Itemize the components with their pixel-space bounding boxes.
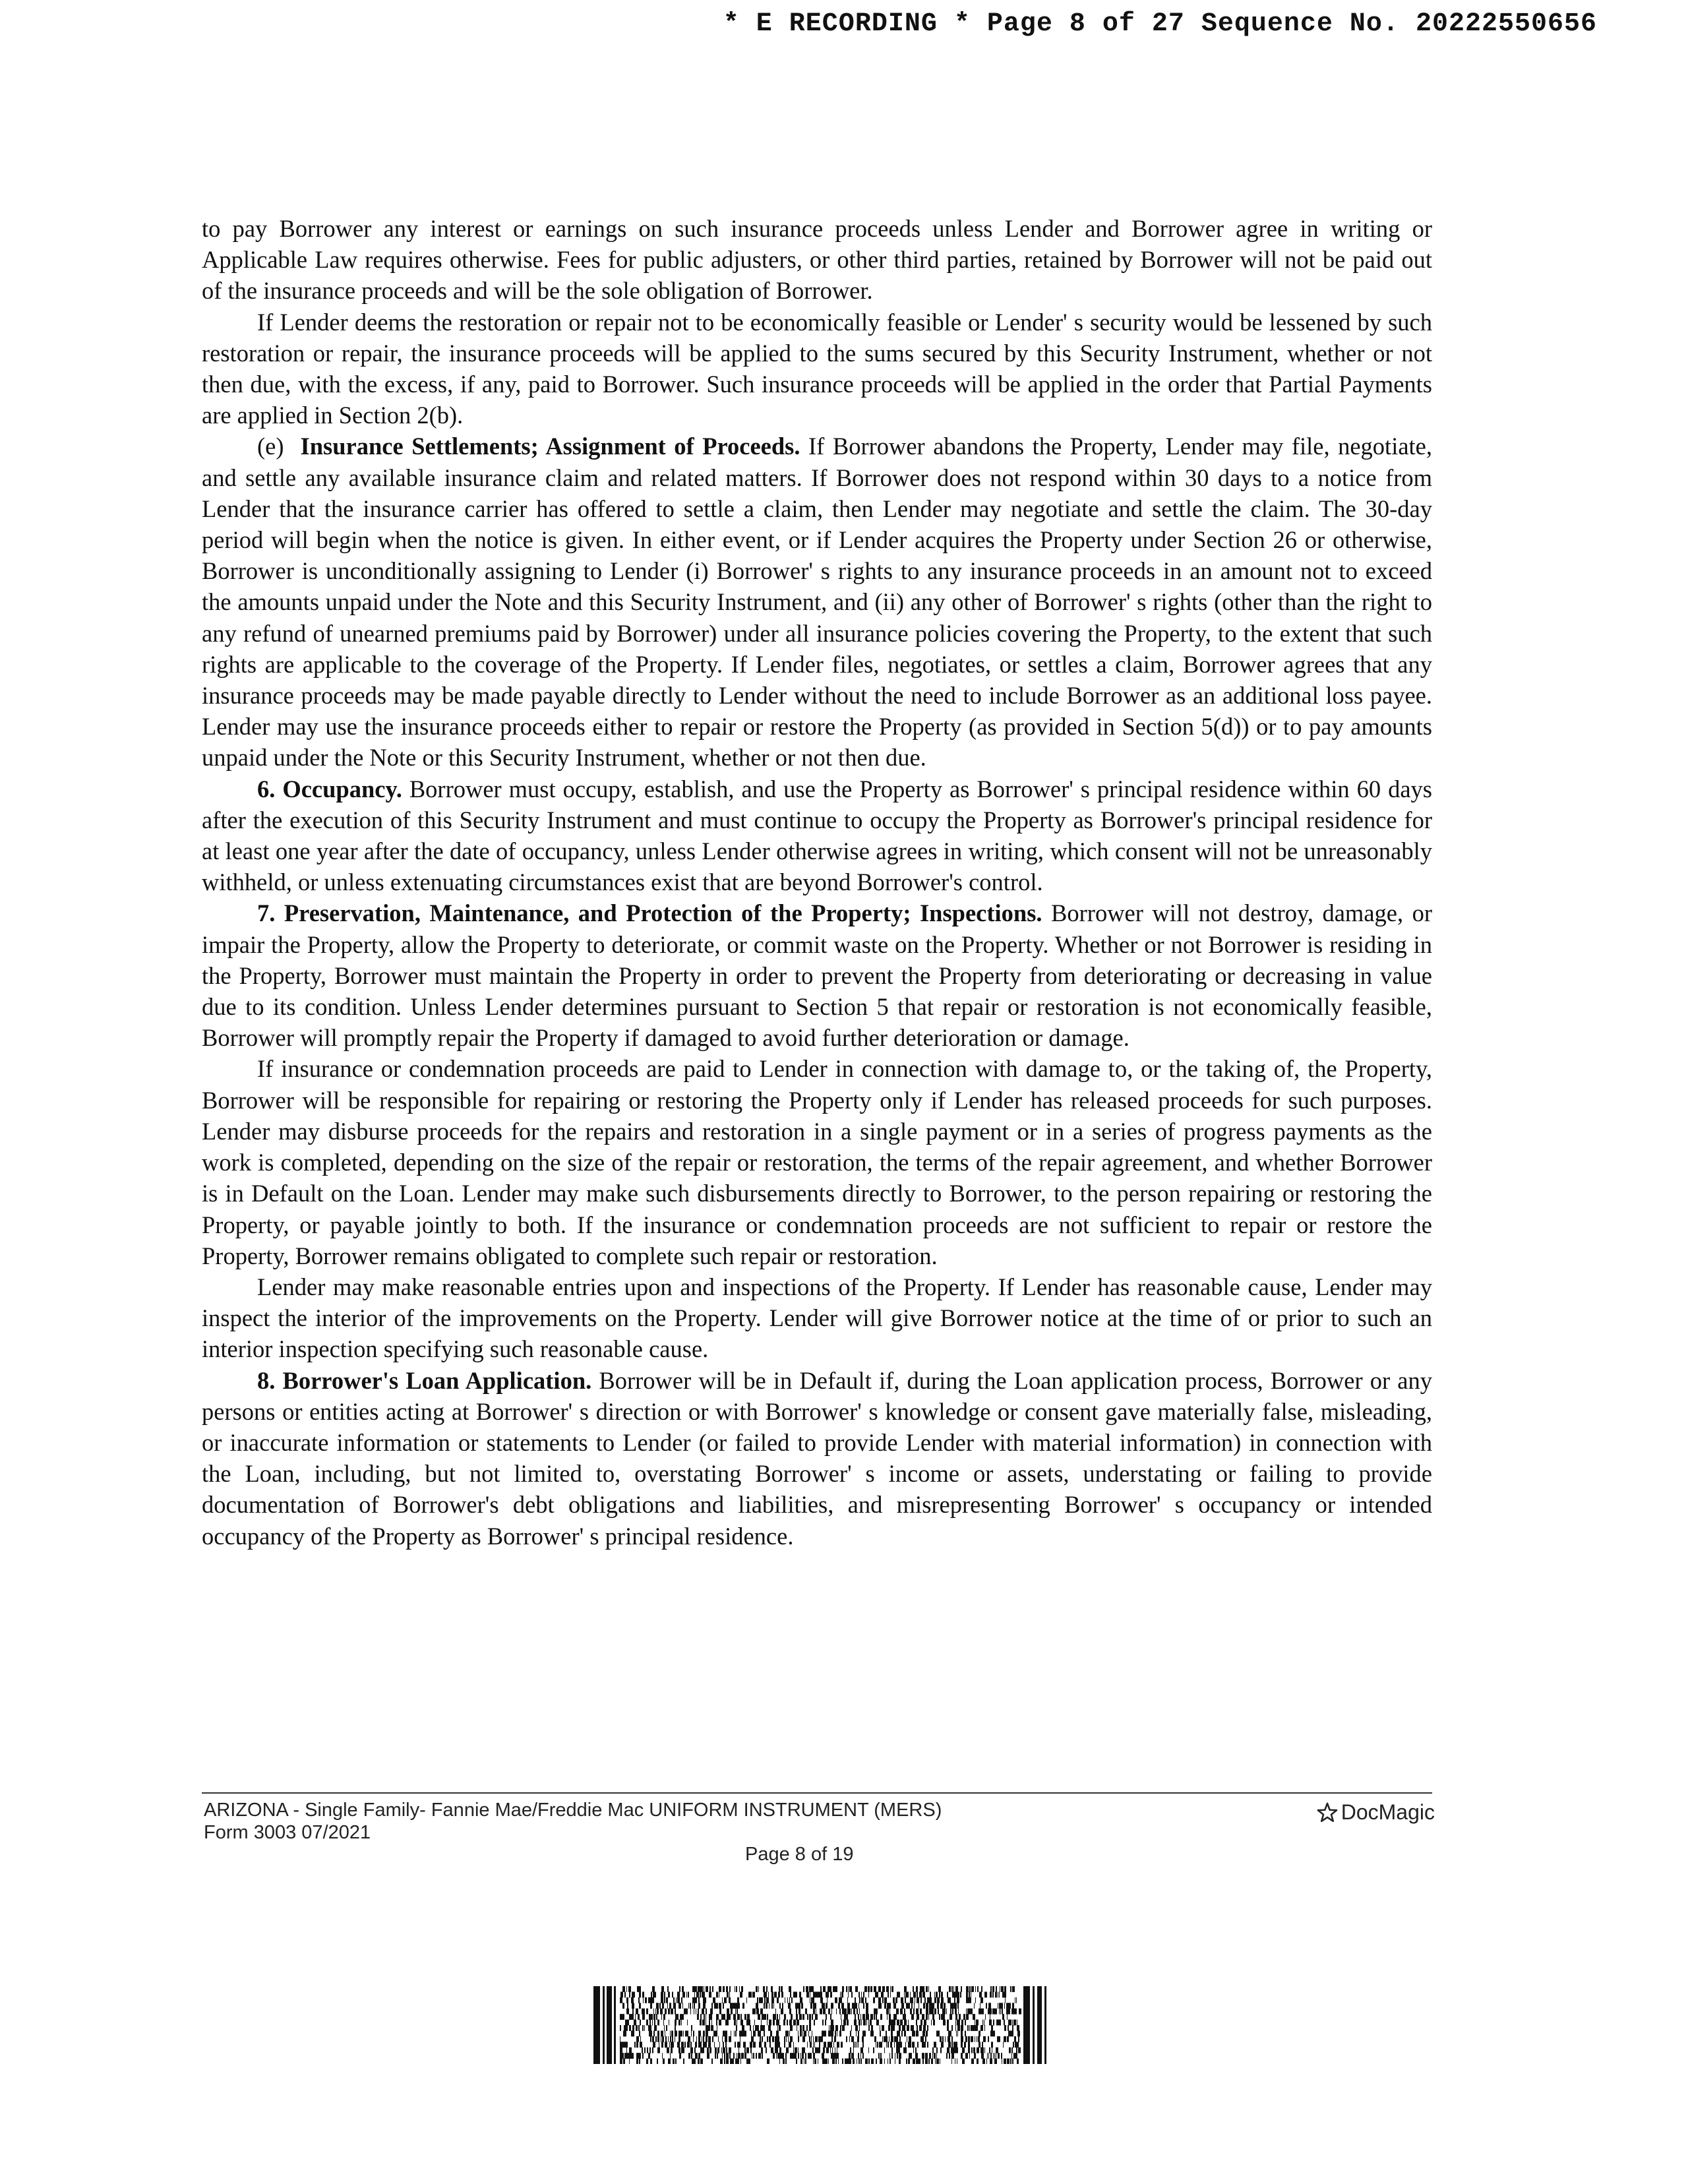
paragraph-preservation (202, 897, 1432, 1053)
section-text-occupancy: Borrower must occupy, establish, and use the Property as Borrower' s principal residence within 60 days after the execution of this Security Instrument and must continue to occupy the Property as Borrower's principal residence for at least one year after the date of occupancy, unless Lender otherwise agrees in writing, which consent will not be unreasonably withheld, or unless extenuating circumstances exist that are beyond Borrower's control. (202, 775, 1432, 896)
section-heading-loan-application: 8. Borrower's Loan Application. (257, 1366, 592, 1394)
paragraph-loan-application (202, 1365, 1432, 1552)
barcode-image (593, 1986, 1048, 2064)
document-body (202, 213, 1432, 1552)
section-heading-insurance-settlements: Insurance Settlements; Assignment of Proceeds. (300, 433, 800, 460)
footer-form-number: Form 3003 07/2021 (204, 1822, 371, 1843)
section-text-loan-application: Borrower will be in Default if, during the Loan application process, Borrower or any persons or entities acting at Borrower' s direction or with Borrower' s knowledge or consent gave materially false, misleading, or inaccurate information or statements to Lender (or failed to provide Lender with material information) in connection with the Loan, including, but not limited to, overstating Borrower' s income or assets, understating or failing to provide documentation of Borrower's debt obligations and liabilities, and misrepresenting Borrower' s occupancy or intended occupancy of the Property as Borrower' s principal residence. (202, 1366, 1433, 1550)
section-text-insurance-settlements: If Borrower abandons the Property, Lender may file, negotiate, and settle any available insurance claim and related matters. If Borrower does not respond within 30 days to a notice from Lender that the insurance carrier has offered to settle a claim, then Lender may negotiate and settle the claim. The 30-day period will begin when the notice is given. In either event, or if Lender acquires the Property under Section 26 or otherwise, Borrower is unconditionally assigning to Lender (i) Borrower' s rights to any insurance proceeds in an amount not to exceed the amounts unpaid under the Note and this Security Instrument, and (ii) any other of Borrower' s rights (other than the right to any refund of unearned premiums paid by Borrower) under all insurance policies covering the Property, to the extent that such rights are applicable to the coverage of the Property. If Lender files, negotiates, or settles a claim, Borrower agrees that any insurance proceeds may be made payable directly to Lender without the need to include Borrower as an additional loss payee. Lender may use the insurance proceeds either to repair or restore the Property (as provided in Section 5(d)) or to pay amounts unpaid under the Note or this Security Instrument, whether or not then due. (202, 433, 1433, 772)
subsection-label: (e) (257, 433, 284, 460)
paragraph-restoration-not-feasible: If Lender deems the restoration or repair not to be economically feasible or Lender' s security would be lessened by such restoration or repair, the insurance proceeds will be applied to the sums secured by this Security Instrument, whether or not then due, with the excess, if any, paid to Borrower. Such insurance proceeds will be applied in the order that Partial Payments are applied in Section 2(b). (202, 308, 1432, 429)
brand-name: DocMagic (1341, 1800, 1435, 1824)
section-heading-preservation: 7. Preservation, Maintenance, and Protection of the Property; Inspections. (257, 899, 1042, 927)
recording-header: * E RECORDING * Page 8 of 27 Sequence No. 20222550656 (723, 9, 1597, 39)
paragraph-insurance-settlements (202, 431, 1432, 773)
paragraph-insurance-interest: to pay Borrower any interest or earnings on such insurance proceeds unless Lender and Borrower agree in writing or Applicable Law requires otherwise. Fees for public adjusters, or other third parties, retained by Borrower will not be paid out of the insurance proceeds and will be the sole obligation of Borrower. (202, 215, 1432, 305)
paragraph-condemnation-proceeds: If insurance or condemnation proceeds are paid to Lender in connection with damage to, or the taking of, the Property, Borrower will be responsible for repairing or restoring the Property only if Lender has released proceeds for such purposes. Lender may disburse proceeds for the repairs and restoration in a single payment or in a series of progress payments as the work is completed, depending on the size of the repair or restoration, the terms of the repair agreement, and whether Borrower is in Default on the Loan. Lender may make such disbursements directly to Borrower, to the person repairing or restoring the Property, or payable jointly to both. If the insurance or condemnation proceeds are not sufficient to repair or restore the Property, Borrower remains obligated to complete such repair or restoration. (202, 1055, 1432, 1269)
section-text-preservation: Borrower will not destroy, damage, or impair the Property, allow the Property to deteriorate, or commit waste on the Property. Whether or not Borrower is residing in the Property, Borrower must maintain the Property in order to prevent the Property from deteriorating or decreasing in value due to its condition. Unless Lender determines pursuant to Section 5 that repair or restoration is not economically feasible, Borrower will promptly repair the Property if damaged to avoid further deterioration or damage. (202, 899, 1432, 1052)
section-heading-occupancy: 6. Occupancy. (257, 775, 402, 803)
docmagic-logo (1316, 1800, 1435, 1825)
paragraph-inspections: Lender may make reasonable entries upon and inspections of the Property. If Lender has reasonable cause, Lender may inspect the interior of the improvements on the Property. Lender will give Borrower notice at the time of or prior to such an interior inspection specifying such reasonable cause. (202, 1273, 1432, 1363)
star-icon (1316, 1802, 1339, 1824)
footer-form-info (204, 1799, 942, 1844)
page-number: Page 8 of 19 (745, 1844, 854, 1865)
footer-divider (202, 1792, 1432, 1794)
paragraph-occupancy (202, 774, 1432, 898)
footer-form-title: ARIZONA - Single Family- Fannie Mae/Freddie Mac UNIFORM INSTRUMENT (MERS) (204, 1800, 942, 1821)
